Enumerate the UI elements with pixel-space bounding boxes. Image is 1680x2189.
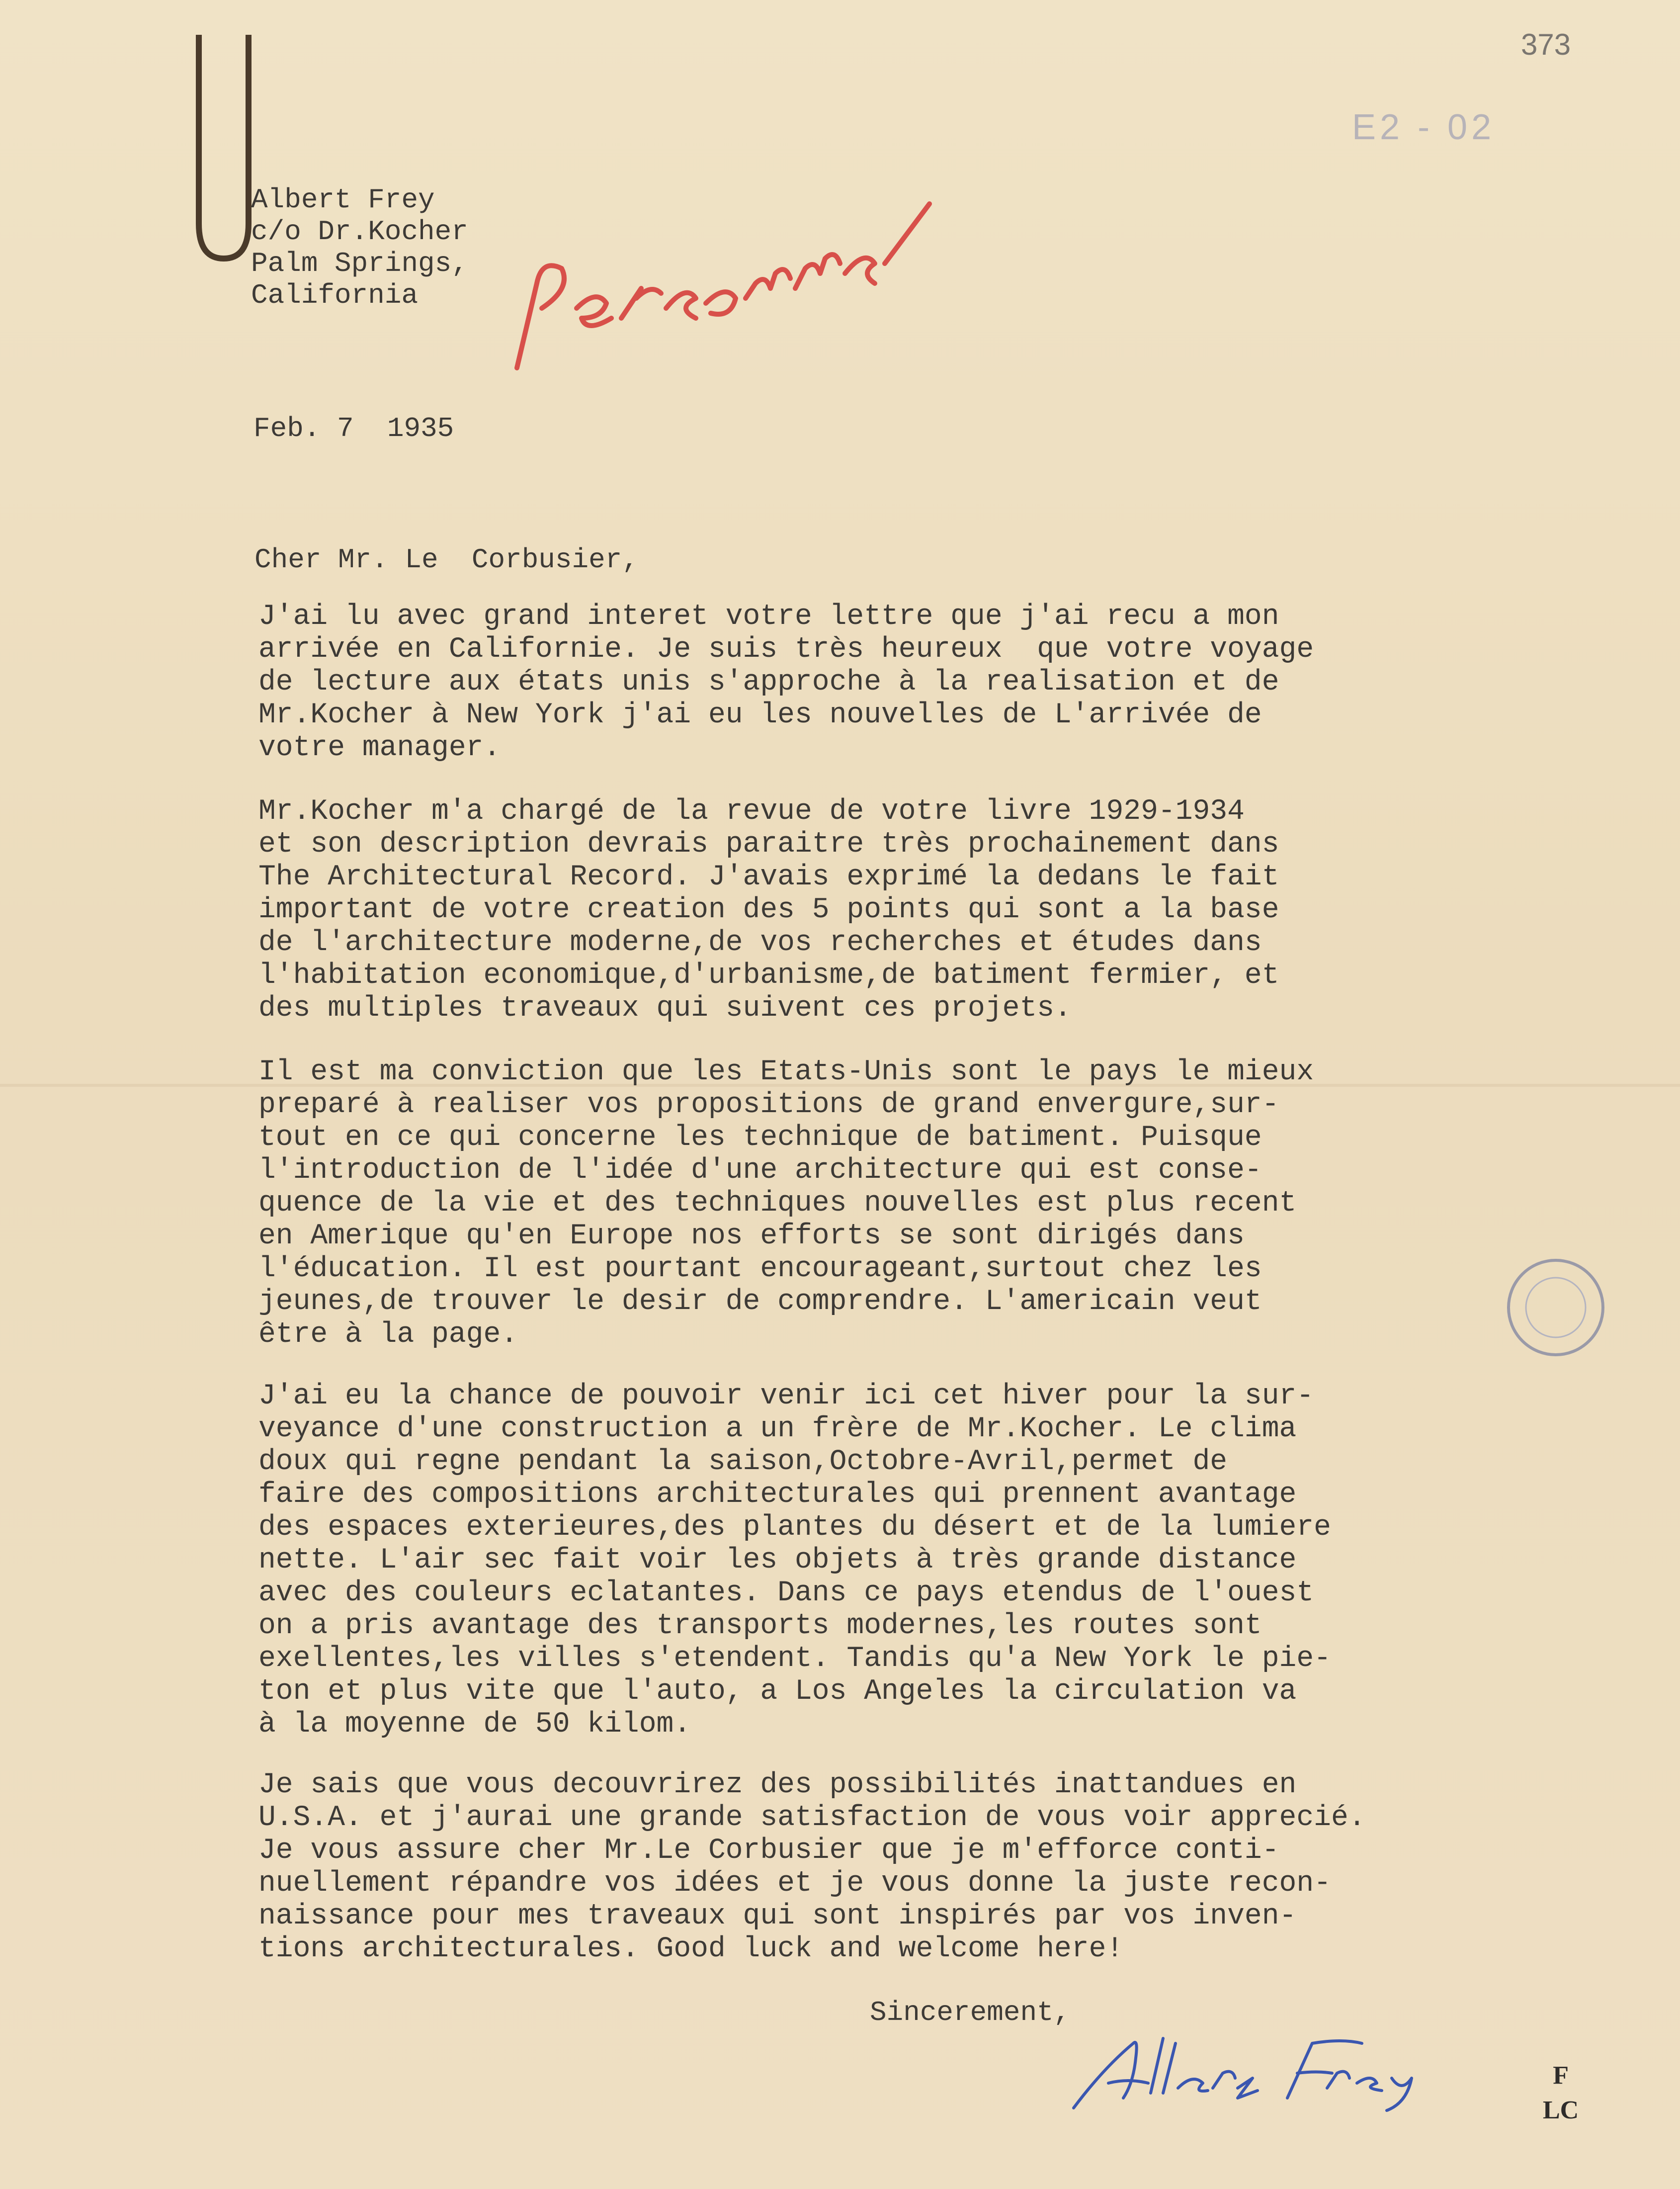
archive-round-stamp [1501, 1253, 1610, 1362]
personal-annotation [497, 194, 944, 383]
signature [1064, 2028, 1441, 2113]
paragraph: J'ai eu la chance de pouvoir venir ici cet hiver pour la sur- veyance d'une construction a un frère de Mr.Kocher. Le clima doux qui regne pendant la saison,Octobre-Avril,permet de faire des compositions architecturales qui prennent avantage des espaces exterieures,des plantes du désert et de la lumiere nette. L'air sec fait voir les objets à très grande distance avec des couleurs eclatantes. Dans ce pays etendus de l'ouest on a pris avantage des transports modernes,les routes sont exellentes,les villes s'etendent. Tandis qu'a New York le pie- ton et plus vite que l'auto, a Los Angeles la circulation va à la moyenne de 50 kilom. [258, 1380, 1331, 1741]
paperclip-mark [189, 15, 258, 263]
address-line: Palm Springs, [251, 248, 468, 279]
archive-mark [1543, 2058, 1579, 2128]
archive-mark-line: F [1553, 2061, 1569, 2090]
paragraph: Il est ma conviction que les Etats-Unis sont le pays le mieux preparé à realiser vos propositions de grand envergure,sur- tout en ce qui concerne les technique de batiment. Puisque l'introduction de l'idée d'une architecture qui est conse- quence de la vie et des techniques nouvelles est plus recent en Amerique qu'en Europe nos efforts se sont dirigés dans l'éducation. Il est pourtant encourageant,surtout chez les jeunes,de trouver le desir de comprendre. L'americain veut être à la page. [258, 1056, 1314, 1351]
archive-number: 373 [1521, 28, 1571, 61]
salutation: Cher Mr. Le Corbusier, [254, 544, 639, 576]
paragraph: Je sais que vous decouvrirez des possibilités inattandues en U.S.A. et j'aurai une grande satisfaction de vous voir apprecié. Je vous assure cher Mr.Le Corbusier que je m'efforce conti- nuellement répandre vos idées et je vous donne la juste recon- naissance pour mes traveaux qui sont inspirés par vos inven- tions architecturales. Good luck and welcome here! [258, 1769, 1366, 1965]
archive-mark-line: LC [1543, 2096, 1579, 2124]
paragraph: J'ai lu avec grand interet votre lettre que j'ai recu a mon arrivée en Californie. Je suis très heureux que votre voyage de lecture aux états unis s'approche à la realisation et de Mr.Kocher à New York j'ai eu les nouvelles de L'arrivée de votre manager. [258, 601, 1314, 764]
address-line: c/o Dr.Kocher [251, 216, 468, 248]
letter-date: Feb. 7 1935 [253, 413, 454, 444]
address-line: California [251, 279, 419, 311]
paragraph: Mr.Kocher m'a chargé de la revue de votre livre 1929-1934 et son description devrais paraitre très prochainement dans The Architectural Record. J'avais exprimé la dedans le fait important de votre creation des 5 points qui sont a la base de l'architecture moderne,de vos recherches et études dans l'habitation economique,d'urbanisme,de batiment fermier, et des multiples traveaux qui suivent ces projets. [258, 795, 1279, 1025]
address-line: Albert Frey [251, 184, 435, 216]
reference-stamp: E2 - 02 [1352, 107, 1496, 147]
sender-address [251, 184, 468, 311]
closing: Sincerement, [870, 1997, 1071, 2028]
